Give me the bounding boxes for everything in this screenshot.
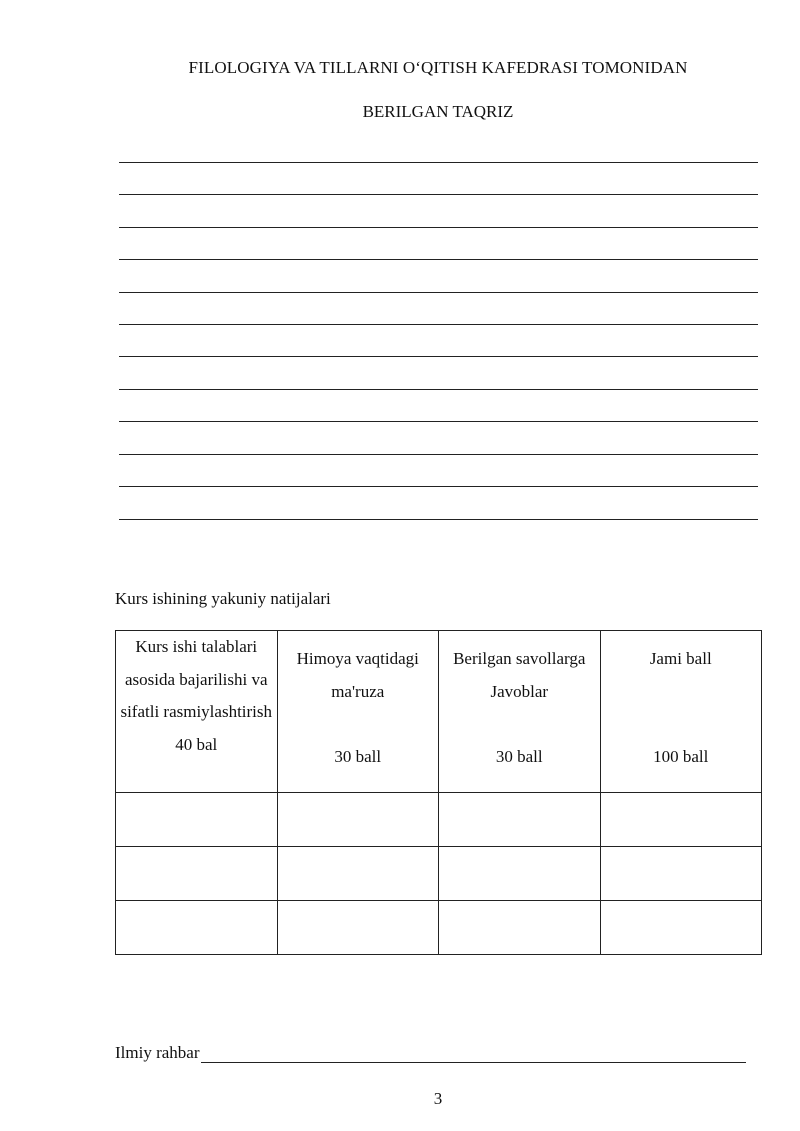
table-cell[interactable] — [277, 847, 439, 901]
page-number: 3 — [433, 1089, 443, 1108]
table-cell[interactable] — [439, 793, 601, 847]
header-cell-requirements — [116, 631, 278, 793]
header-cell-text: Berilgan savollarga Javoblar — [453, 649, 586, 701]
header-cell-points: 30 ball — [334, 747, 382, 766]
review-line — [119, 324, 758, 325]
review-line — [119, 227, 758, 228]
review-line — [119, 356, 758, 357]
header-cell-text: Jami ball — [649, 649, 712, 668]
review-line — [119, 421, 758, 422]
review-line — [119, 194, 758, 195]
table-row — [116, 901, 762, 955]
table-cell[interactable] — [277, 793, 439, 847]
header-cell-points: 100 ball — [653, 747, 709, 766]
table-cell[interactable] — [116, 847, 278, 901]
results-label: Kurs ishining yakuniy natijalari — [115, 589, 331, 608]
table-row — [116, 793, 762, 847]
results-table — [115, 630, 762, 955]
table-cell[interactable] — [116, 901, 278, 955]
review-line — [119, 486, 758, 487]
review-line — [119, 454, 758, 455]
header-cell-defense — [277, 631, 439, 793]
table-cell[interactable] — [600, 847, 762, 901]
table-cell[interactable] — [277, 901, 439, 955]
table-cell[interactable] — [439, 847, 601, 901]
header-cell-total — [600, 631, 762, 793]
review-line — [119, 389, 758, 390]
header-cell-text: Himoya vaqtidagi ma'ruza — [296, 649, 419, 701]
signature-line[interactable] — [201, 1043, 746, 1063]
header-cell-points: 30 ball — [495, 747, 543, 766]
review-line — [119, 519, 758, 520]
table-header-row — [116, 631, 762, 793]
signature-block — [115, 1043, 746, 1063]
header-cell-points: 40 bal — [175, 734, 218, 754]
table-cell[interactable] — [439, 901, 601, 955]
header-cell-text: Kurs ishi talablari asosida bajarilishi va sifatli rasmiylashtirish — [120, 637, 273, 721]
review-line — [119, 259, 758, 260]
header-cell-answers — [439, 631, 601, 793]
table-cell[interactable] — [116, 793, 278, 847]
table-row — [116, 847, 762, 901]
header-title-line1: FILOLOGIYA VA TILLARNI O‘QITISH KAFEDRASI TOMONIDAN — [188, 58, 688, 77]
signature-label: Ilmiy rahbar — [115, 1043, 200, 1062]
table-cell[interactable] — [600, 901, 762, 955]
table-cell[interactable] — [600, 793, 762, 847]
header-title-line2: BERILGAN TAQRIZ — [362, 102, 514, 121]
review-line — [119, 292, 758, 293]
review-line — [119, 162, 758, 163]
